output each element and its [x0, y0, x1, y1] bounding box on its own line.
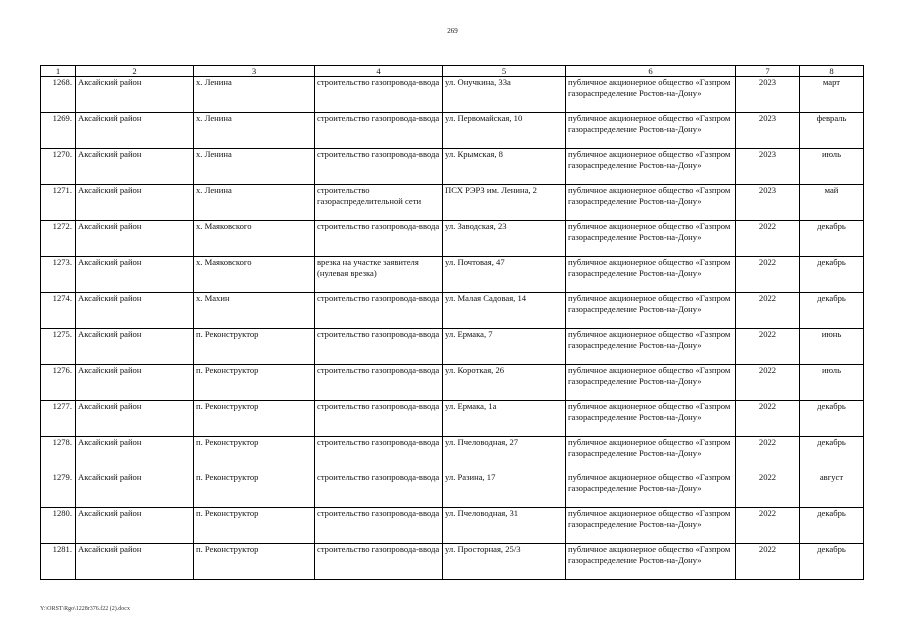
district-cell: Аксайский район — [76, 293, 194, 329]
address-cell: ул. Онучкина, 33а — [443, 77, 566, 113]
district-cell: Аксайский район — [76, 221, 194, 257]
district-cell: Аксайский район — [76, 185, 194, 221]
month-cell: июль — [800, 365, 864, 401]
year-cell: 2023 — [736, 113, 800, 149]
organization-cell: публичное акционерное общество «Газпром газораспределение Ростов-на-Дону» — [566, 185, 736, 221]
organization-cell: публичное акционерное общество «Газпром газораспределение Ростов-на-Дону» — [566, 544, 736, 580]
year-cell: 2022 — [736, 329, 800, 365]
work-type-cell: строительство газораспределительной сети — [315, 185, 443, 221]
organization-cell: публичное акционерное общество «Газпром газораспределение Ростов-на-Дону» — [566, 257, 736, 293]
footer-file-path: Y:\ORST\Rgo\1228r376.f22 (2).docx — [40, 606, 130, 612]
column-number-header: 3 — [194, 66, 315, 77]
work-type-cell: врезка на участке заявителя (нулевая врезка) — [315, 257, 443, 293]
settlement-cell: х. Ленина — [194, 77, 315, 113]
table-row — [41, 437, 864, 473]
year-cell: 2022 — [736, 437, 800, 473]
district-cell: Аксайский район — [76, 508, 194, 544]
work-type-cell: строительство газопровода-ввода — [315, 401, 443, 437]
column-number-header: 4 — [315, 66, 443, 77]
table-row — [41, 77, 864, 113]
table-row — [41, 365, 864, 401]
district-cell: Аксайский район — [76, 401, 194, 437]
work-type-cell: строительство газопровода-ввода — [315, 472, 443, 508]
district-cell: Аксайский район — [76, 544, 194, 580]
month-cell: декабрь — [800, 401, 864, 437]
year-cell: 2022 — [736, 508, 800, 544]
year-cell: 2022 — [736, 221, 800, 257]
settlement-cell: п. Реконструктор — [194, 329, 315, 365]
work-type-cell: строительство газопровода-ввода — [315, 113, 443, 149]
row-number-cell: 1268. — [41, 77, 76, 113]
address-cell: ул. Ермака, 1а — [443, 401, 566, 437]
table-row — [41, 257, 864, 293]
settlement-cell: п. Реконструктор — [194, 508, 315, 544]
district-cell: Аксайский район — [76, 365, 194, 401]
settlement-cell: х. Ленина — [194, 113, 315, 149]
settlement-cell: х. Ленина — [194, 149, 315, 185]
row-number-cell: 1274. — [41, 293, 76, 329]
settlement-cell: п. Реконструктор — [194, 437, 315, 473]
organization-cell: публичное акционерное общество «Газпром газораспределение Ростов-на-Дону» — [566, 329, 736, 365]
organization-cell: публичное акционерное общество «Газпром газораспределение Ростов-на-Дону» — [566, 365, 736, 401]
year-cell: 2022 — [736, 472, 800, 508]
month-cell: декабрь — [800, 544, 864, 580]
row-number-cell: 1281. — [41, 544, 76, 580]
work-type-cell: строительство газопровода-ввода — [315, 508, 443, 544]
address-cell: ул. Разина, 17 — [443, 472, 566, 508]
table-row — [41, 185, 864, 221]
month-cell: февраль — [800, 113, 864, 149]
table-body — [41, 77, 864, 580]
table-row — [41, 472, 864, 508]
settlement-cell: х. Маяковского — [194, 221, 315, 257]
month-cell: март — [800, 77, 864, 113]
organization-cell: публичное акционерное общество «Газпром газораспределение Ростов-на-Дону» — [566, 508, 736, 544]
year-cell: 2022 — [736, 293, 800, 329]
address-cell: ул. Первомайская, 10 — [443, 113, 566, 149]
month-cell: декабрь — [800, 508, 864, 544]
gasification-table — [40, 65, 864, 580]
work-type-cell: строительство газопровода-ввода — [315, 365, 443, 401]
month-cell: декабрь — [800, 221, 864, 257]
settlement-cell: п. Реконструктор — [194, 365, 315, 401]
row-number-cell: 1278. — [41, 437, 76, 473]
row-number-cell: 1272. — [41, 221, 76, 257]
month-cell: декабрь — [800, 437, 864, 473]
month-cell: июнь — [800, 329, 864, 365]
work-type-cell: строительство газопровода-ввода — [315, 293, 443, 329]
district-cell: Аксайский район — [76, 149, 194, 185]
address-cell: ул. Пчеловодная, 27 — [443, 437, 566, 473]
address-cell: ул. Заводская, 23 — [443, 221, 566, 257]
address-cell: ул. Крымская, 8 — [443, 149, 566, 185]
work-type-cell: строительство газопровода-ввода — [315, 221, 443, 257]
row-number-cell: 1277. — [41, 401, 76, 437]
row-number-cell: 1269. — [41, 113, 76, 149]
column-number-row — [41, 66, 864, 77]
row-number-cell: 1271. — [41, 185, 76, 221]
year-cell: 2022 — [736, 365, 800, 401]
row-number-cell: 1280. — [41, 508, 76, 544]
year-cell: 2022 — [736, 401, 800, 437]
settlement-cell: х. Маяковского — [194, 257, 315, 293]
column-number-header: 6 — [566, 66, 736, 77]
district-cell: Аксайский район — [76, 472, 194, 508]
year-cell: 2023 — [736, 77, 800, 113]
settlement-cell: х. Махин — [194, 293, 315, 329]
address-cell: ПСХ РЭРЗ им. Ленина, 2 — [443, 185, 566, 221]
month-cell: июль — [800, 149, 864, 185]
organization-cell: публичное акционерное общество «Газпром газораспределение Ростов-на-Дону» — [566, 472, 736, 508]
year-cell: 2022 — [736, 544, 800, 580]
table-row — [41, 508, 864, 544]
table-row — [41, 329, 864, 365]
organization-cell: публичное акционерное общество «Газпром газораспределение Ростов-на-Дону» — [566, 437, 736, 473]
column-number-header: 5 — [443, 66, 566, 77]
year-cell: 2023 — [736, 149, 800, 185]
work-type-cell: строительство газопровода-ввода — [315, 149, 443, 185]
row-number-cell: 1276. — [41, 365, 76, 401]
table-row — [41, 293, 864, 329]
address-cell: ул. Почтовая, 47 — [443, 257, 566, 293]
column-number-header: 2 — [76, 66, 194, 77]
table-row — [41, 149, 864, 185]
year-cell: 2023 — [736, 185, 800, 221]
work-type-cell: строительство газопровода-ввода — [315, 329, 443, 365]
column-number-header: 1 — [41, 66, 76, 77]
organization-cell: публичное акционерное общество «Газпром газораспределение Ростов-на-Дону» — [566, 221, 736, 257]
month-cell: август — [800, 472, 864, 508]
settlement-cell: х. Ленина — [194, 185, 315, 221]
work-type-cell: строительство газопровода-ввода — [315, 544, 443, 580]
district-cell: Аксайский район — [76, 437, 194, 473]
district-cell: Аксайский район — [76, 257, 194, 293]
organization-cell: публичное акционерное общество «Газпром газораспределение Ростов-на-Дону» — [566, 293, 736, 329]
organization-cell: публичное акционерное общество «Газпром газораспределение Ростов-на-Дону» — [566, 149, 736, 185]
row-number-cell: 1273. — [41, 257, 76, 293]
column-number-header: 8 — [800, 66, 864, 77]
address-cell: ул. Просторная, 25/3 — [443, 544, 566, 580]
column-number-header: 7 — [736, 66, 800, 77]
settlement-cell: п. Реконструктор — [194, 544, 315, 580]
address-cell: ул. Ермака, 7 — [443, 329, 566, 365]
address-cell: ул. Пчеловодная, 31 — [443, 508, 566, 544]
row-number-cell: 1270. — [41, 149, 76, 185]
table-row — [41, 544, 864, 580]
district-cell: Аксайский район — [76, 329, 194, 365]
work-type-cell: строительство газопровода-ввода — [315, 437, 443, 473]
work-type-cell: строительство газопровода-ввода — [315, 77, 443, 113]
year-cell: 2022 — [736, 257, 800, 293]
month-cell: декабрь — [800, 257, 864, 293]
row-number-cell: 1275. — [41, 329, 76, 365]
page-number: 269 — [447, 27, 458, 35]
district-cell: Аксайский район — [76, 77, 194, 113]
address-cell: ул. Короткая, 26 — [443, 365, 566, 401]
row-number-cell: 1279. — [41, 472, 76, 508]
district-cell: Аксайский район — [76, 113, 194, 149]
table-row — [41, 113, 864, 149]
table-row — [41, 401, 864, 437]
settlement-cell: п. Реконструктор — [194, 472, 315, 508]
organization-cell: публичное акционерное общество «Газпром газораспределение Ростов-на-Дону» — [566, 401, 736, 437]
organization-cell: публичное акционерное общество «Газпром газораспределение Ростов-на-Дону» — [566, 113, 736, 149]
organization-cell: публичное акционерное общество «Газпром газораспределение Ростов-на-Дону» — [566, 77, 736, 113]
month-cell: май — [800, 185, 864, 221]
table-row — [41, 221, 864, 257]
address-cell: ул. Малая Садовая, 14 — [443, 293, 566, 329]
settlement-cell: п. Реконструктор — [194, 401, 315, 437]
month-cell: декабрь — [800, 293, 864, 329]
